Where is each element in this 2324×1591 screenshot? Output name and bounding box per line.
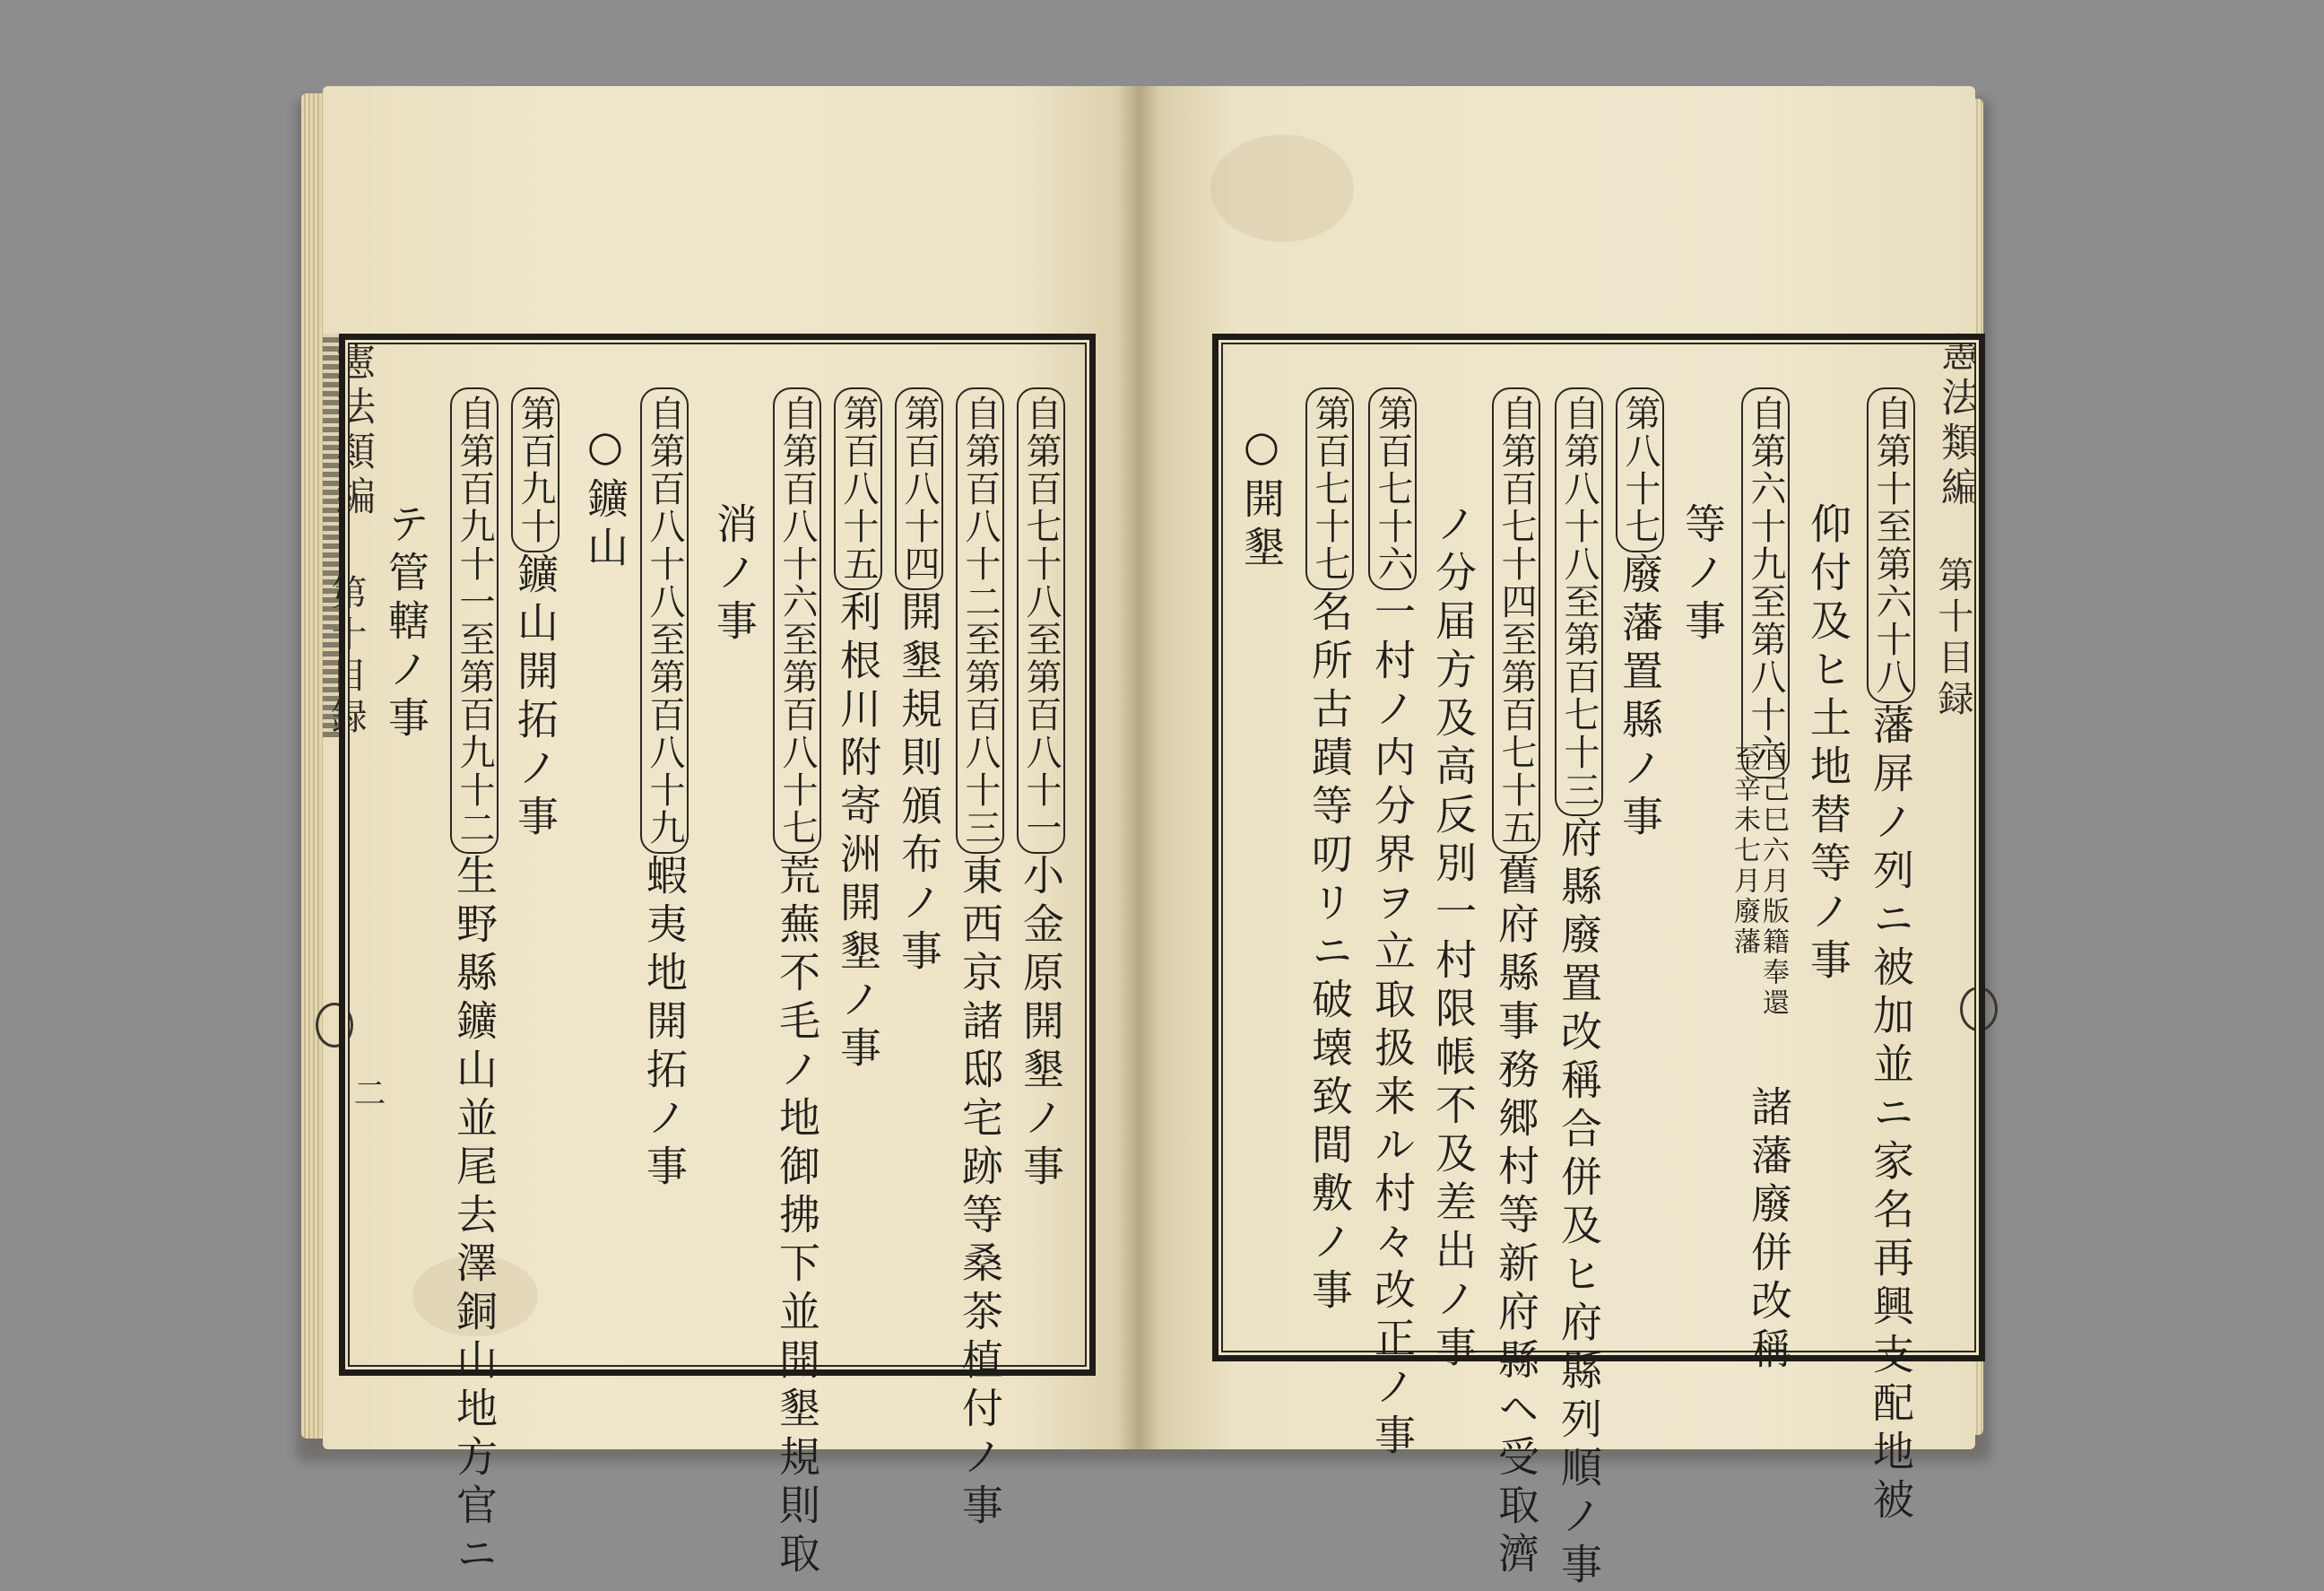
right-margin-title: 憲法類編 (1934, 332, 1980, 511)
left-margin-title: 憲法類編 (329, 341, 375, 520)
right-margin-chapter: 第十目録 (1932, 556, 1973, 721)
entry-note: 自己巳六月版籍奉還 (1757, 744, 1789, 1019)
entry-range: 第八十七 (1616, 387, 1664, 552)
entry-text: 一村ノ内分界ヲ立取扱来ル村々改正ノ事 (1368, 590, 1417, 1462)
entry-text: 鑛山開拓ノ事 (511, 552, 559, 843)
book-gutter (1117, 86, 1160, 1449)
toc-entry (773, 387, 821, 1580)
toc-entry (640, 387, 689, 1193)
paper-stain (1210, 135, 1354, 242)
entry-range: 自第十至第六十八 (1867, 387, 1915, 703)
toc-entry (1616, 387, 1664, 843)
toc-entry (450, 387, 499, 1580)
entry-range: 第百七十六 (1368, 387, 1417, 590)
page-number: 二 (349, 1076, 386, 1108)
entry-text: 生野縣鑛山並尾去澤銅山地方官ニ (450, 854, 499, 1580)
toc-entry (1492, 387, 1540, 1580)
toc-entry (956, 387, 1004, 1532)
toc-entry (710, 502, 759, 648)
entry-range: 自第百七十四至第百七十五 (1492, 387, 1540, 854)
entry-range: 自第百八十六至第百八十七 (773, 387, 821, 854)
section-label: ○開墾 (1237, 422, 1286, 574)
section-heading (1237, 422, 1286, 574)
toc-entry (1678, 502, 1727, 648)
entry-text: 等ノ事 (1678, 502, 1727, 648)
entry-range: 第百九十 (511, 387, 559, 552)
entry-text: 舊府縣事務郷村等新府縣ヘ受取濟 (1492, 854, 1540, 1580)
entry-text: 小金原開墾ノ事 (1017, 854, 1065, 1193)
toc-entry (1017, 387, 1065, 1193)
entry-text: 仰付及ヒ土地替等ノ事 (1804, 502, 1852, 987)
entry-text: 消ノ事 (710, 502, 759, 648)
entry-range: 自第百八十八至第百八十九 (640, 387, 689, 854)
toc-entry (511, 387, 559, 843)
entry-note: 至辛未七月廢藩 (1729, 744, 1760, 958)
entry-range: 第百八十五 (834, 387, 882, 590)
entry-text: 東西京諸邸宅跡等桑茶植付ノ事 (956, 854, 1004, 1532)
toc-entry (895, 387, 943, 978)
entry-text: 荒蕪不毛ノ地御拂下並開墾規則取 (773, 854, 821, 1580)
toc-entry (1867, 387, 1915, 1526)
toc-entry (834, 387, 882, 1074)
section-label: ○鑛山 (581, 422, 629, 574)
entry-range: 第百七十七 (1305, 387, 1354, 590)
entry-range: 自第百七十八至第百八十一 (1017, 387, 1065, 854)
toc-entry (1745, 387, 1786, 778)
left-margin-chapter: 第十目録 (325, 574, 367, 739)
entry-text: 名所古蹟等叨リニ破壊致間敷ノ事 (1305, 590, 1354, 1317)
entry-text: 藩屏ノ列ニ被加並ニ家名再興支配地被 (1867, 703, 1915, 1526)
toc-entry (1804, 502, 1852, 987)
toc-entry (1429, 502, 1478, 1374)
toc-entry (1305, 387, 1354, 1317)
toc-entry (382, 502, 430, 744)
entry-text: テ管轄ノ事 (382, 502, 430, 744)
toc-entry (1555, 387, 1603, 1591)
entry-range: 第百八十四 (895, 387, 943, 590)
entry-range: 自第百九十一至第百九十二 (450, 387, 499, 854)
entry-range: 自第八十八至第百七十三 (1555, 387, 1603, 816)
entry-text: ノ分届方及高反別一村限帳不及差出ノ事 (1429, 502, 1478, 1374)
toc-entry (1368, 387, 1417, 1462)
section-heading (581, 422, 629, 574)
entry-range: 自第百八十二至第百八十三 (956, 387, 1004, 854)
entry-text: 蝦夷地開拓ノ事 (640, 854, 689, 1193)
entry-range: 自第六十九至第八十六 (1741, 387, 1790, 778)
entry-text: 開墾規則頒布ノ事 (895, 590, 943, 978)
entry-text: 廢藩置縣ノ事 (1616, 552, 1664, 843)
entry-text: 諸藩廢併改稱 (1745, 1085, 1793, 1376)
entry-text: 府縣廢置改稱合併及ヒ府縣列順ノ事 (1555, 816, 1603, 1591)
entry-text: 利根川附寄洲開墾ノ事 (834, 590, 882, 1074)
